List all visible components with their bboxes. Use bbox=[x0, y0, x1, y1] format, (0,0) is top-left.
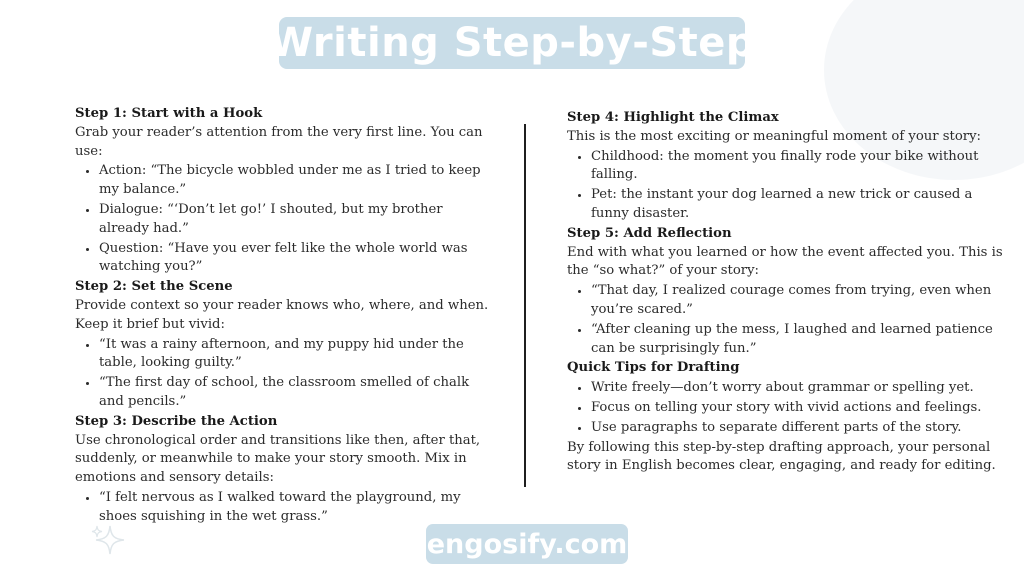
list-item: • Pet: the instant your dog learned a new trick or caused a funny disaster. bbox=[591, 186, 1007, 224]
title-banner bbox=[269, 17, 756, 69]
list-item: • Childhood: the moment you finally rode your bike without falling. bbox=[591, 148, 1007, 186]
list-item: • Action: “The bicycle wobbled under me as I tried to keep my balance.” bbox=[99, 162, 495, 200]
step3-intro: Use chronological order and transitions like then, after that, suddenly, or meanwhile to make your story smooth. Mix in emotions and sensory details: bbox=[75, 432, 481, 486]
list-item: • Focus on telling your story with vivid actions and feelings. bbox=[591, 399, 1007, 418]
step1-list bbox=[75, 162, 495, 277]
step5-intro: End with what you learned or how the event affected you. This is the “so what?” of your story: bbox=[567, 244, 1003, 279]
site-name: engosify.com bbox=[426, 528, 628, 560]
step1-intro: Grab your reader’s attention from the very first line. You can use: bbox=[75, 124, 483, 159]
list-item: • Use paragraphs to separate different parts of the story. bbox=[591, 419, 1007, 438]
step2-heading: Step 2: Set the Scene bbox=[75, 279, 233, 295]
right-column bbox=[567, 109, 1007, 476]
list-item: • Dialogue: “‘Don’t let go!’ I shouted, but my brother already had.” bbox=[99, 201, 495, 239]
tips-heading: Quick Tips for Drafting bbox=[567, 360, 740, 376]
list-item: • “The first day of school, the classroom smelled of chalk and pencils.” bbox=[99, 374, 495, 412]
list-item: • “After cleaning up the mess, I laughed and learned patience can be surprisingly fun.” bbox=[591, 321, 1007, 359]
sparkle-icon bbox=[88, 522, 130, 558]
step4-intro: This is the most exciting or meaningful moment of your story: bbox=[567, 128, 981, 144]
list-item: • “That day, I realized courage comes from trying, even when you’re scared.” bbox=[591, 282, 1007, 320]
footer-banner bbox=[426, 524, 628, 564]
page-title: Writing Step-by-Step bbox=[269, 20, 756, 66]
step4-list bbox=[567, 148, 1007, 224]
step2-list bbox=[75, 336, 495, 412]
closing-paragraph: By following this step-by-step drafting approach, your personal story in English becomes clear, engaging, and ready for editing. bbox=[567, 439, 996, 474]
left-column bbox=[75, 105, 495, 528]
step2-intro: Provide context so your reader knows who, where, and when. Keep it brief but vivid: bbox=[75, 297, 489, 332]
step4-heading: Step 4: Highlight the Climax bbox=[567, 110, 779, 125]
list-item: • Question: “Have you ever felt like the whole world was watching you?” bbox=[99, 240, 495, 278]
tips-list bbox=[567, 379, 1007, 437]
step5-list bbox=[567, 282, 1007, 358]
step3-heading: Step 3: Describe the Action bbox=[75, 413, 278, 429]
list-item: • Write freely—don’t worry about grammar or spelling yet. bbox=[591, 379, 1007, 398]
step1-heading: Step 1: Start with a Hook bbox=[75, 106, 263, 121]
step3-list bbox=[75, 489, 495, 527]
list-item: • “It was a rainy afternoon, and my puppy hid under the table, looking guilty.” bbox=[99, 336, 495, 374]
column-divider bbox=[524, 124, 526, 487]
list-item: • “I felt nervous as I walked toward the playground, my shoes squishing in the wet grass.” bbox=[99, 489, 495, 527]
step5-heading: Step 5: Add Reflection bbox=[567, 225, 732, 241]
